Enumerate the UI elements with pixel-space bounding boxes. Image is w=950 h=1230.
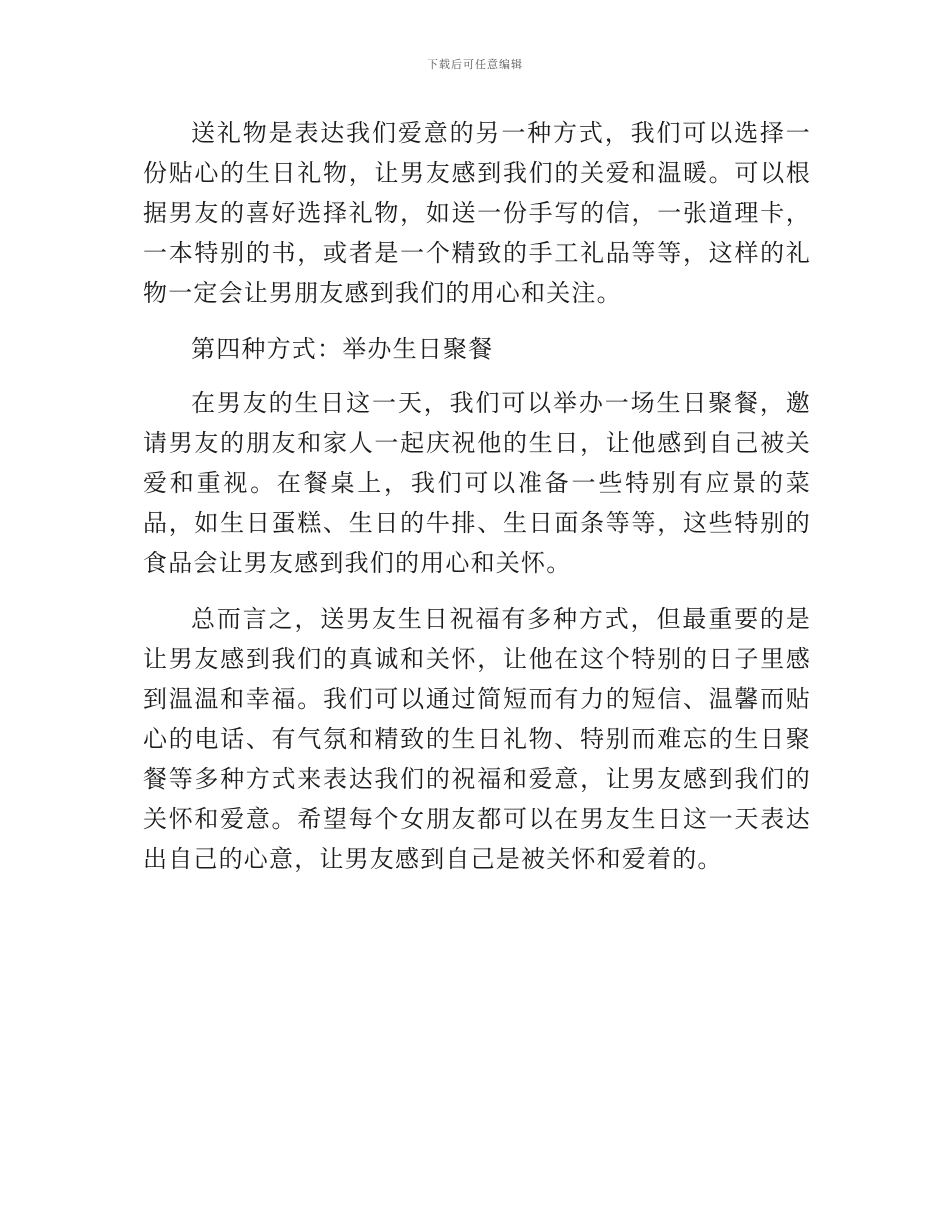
section-heading-party: 第四种方式：举办生日聚餐 xyxy=(191,335,494,363)
document-body xyxy=(143,113,811,895)
paragraph-party: 在男友的生日这一天，我们可以举办一场生日聚餐，邀请男友的朋友和家人一起庆祝他的生日，让他感到自己被关爱和重视。在餐桌上，我们可以准备一些特别有应景的菜品，如生日蛋糕、生日的牛排、生日面条等等，这些特别的食品会让男友感到我们的用心和关怀。 xyxy=(143,389,811,577)
paragraph-gift: 送礼物是表达我们爱意的另一种方式，我们可以选择一份贴心的生日礼物，让男友感到我们的关爱和温暖。可以根据男友的喜好选择礼物，如送一份手写的信，一张道理卡，一本特别的书，或者是一个精致的手工礼品等等，这样的礼物一定会让男朋友感到我们的用心和关注。 xyxy=(143,119,811,307)
paragraph-summary: 总而言之，送男友生日祝福有多种方式，但最重要的是让男友感到我们的真诚和关怀，让他在这个特别的日子里感到温温和幸福。我们可以通过简短而有力的短信、温馨而贴心的电话、有气氛和精致的生日礼物、特别而难忘的生日聚餐等多种方式来表达我们的祝福和爱意，让男友感到我们的关怀和爱意。希望每个女朋友都可以在男友生日这一天表达出自己的心意，让男友感到自己是被关怀和爱着的。 xyxy=(143,605,811,873)
page-header: 下载后可任意编辑 xyxy=(427,58,523,71)
